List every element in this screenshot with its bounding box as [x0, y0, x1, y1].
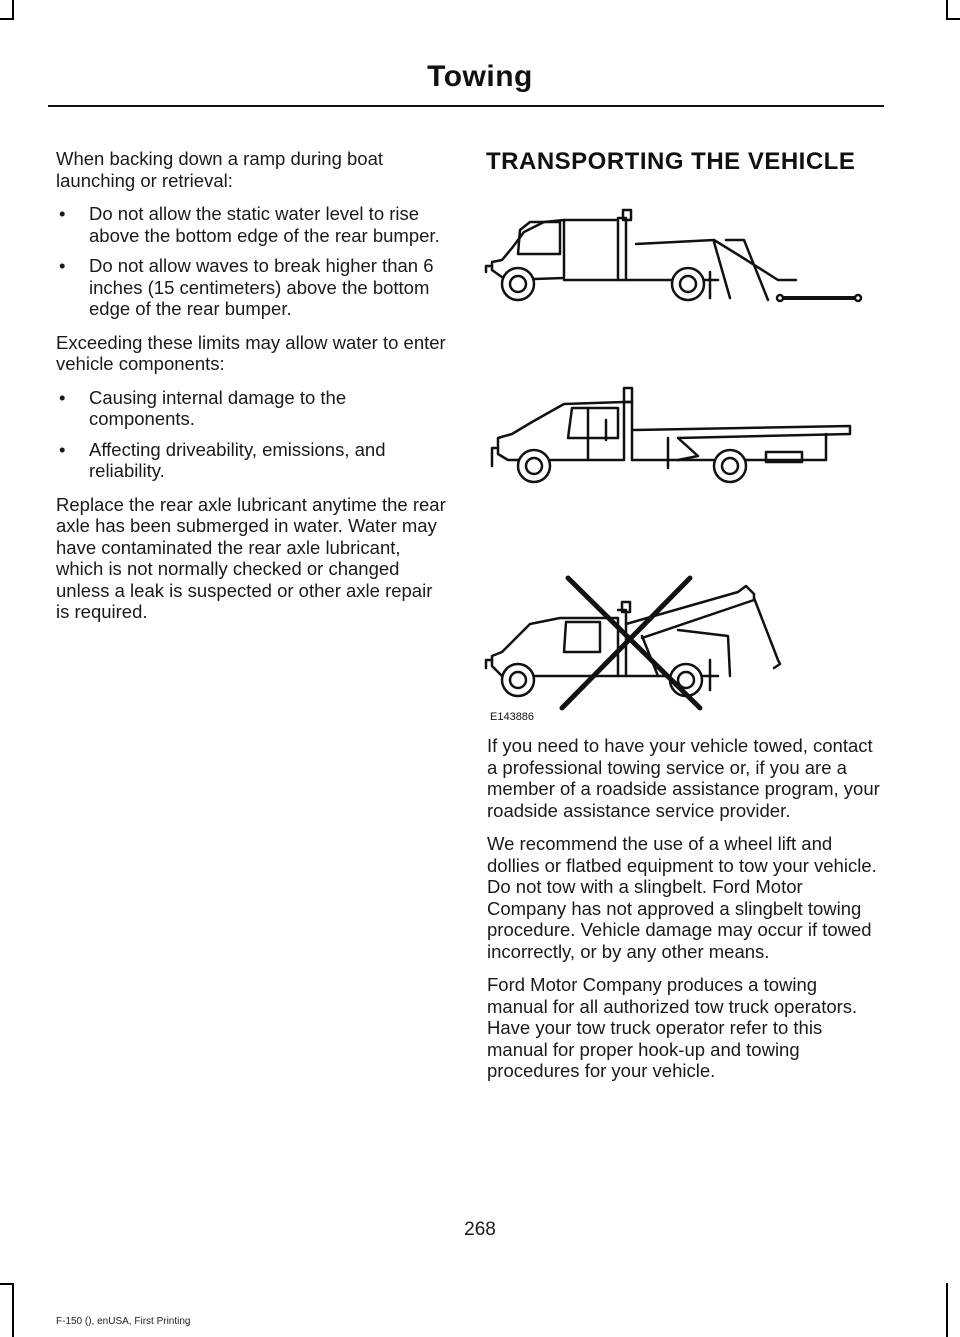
header-divider: [48, 105, 884, 107]
slingbelt-truck-icon: [486, 578, 780, 708]
crop-mark: [0, 1283, 14, 1285]
list-item: • Do not allow waves to break higher than 6 inches (15 centimeters) above the bottom edge of the rear bumper.: [56, 255, 448, 320]
replace-paragraph: Replace the rear axle lubricant anytime the rear axle has been submerged in water. Water may have contaminated the rear axle lubricant, which is not normally checked or changed unless a leak is suspected or other axle repair is required.: [56, 493, 446, 622]
wheel-lift-truck-icon: [486, 210, 861, 301]
list-item: • Do not allow the static water level to rise above the bottom edge of the rear bumper.: [56, 203, 448, 246]
recommendation-paragraph: We recommend the use of a wheel lift and dollies or flatbed equipment to tow your vehicle. Do not tow with a slingbelt. Ford Motor Company has not approved a slingbelt towing procedure. Vehicle damage may occur if towed incorrectly, or by any other means.: [487, 833, 877, 962]
towing-service-paragraph: If you need to have your vehicle towed, contact a professional towing service or, if you are a member of a roadside assistance program, your roadside assistance service provider.: [487, 735, 880, 821]
crop-mark: [12, 0, 14, 20]
crop-mark: [12, 1283, 14, 1337]
page-title: Towing: [427, 60, 533, 93]
crop-mark: [946, 0, 948, 20]
right-column-text: [487, 735, 882, 1094]
list-item: • Affecting driveability, emissions, and reliability.: [56, 439, 448, 482]
towing-manual-paragraph: Ford Motor Company produces a towing manual for all authorized tow truck operators. Have your tow truck operator refer to this manual for proper hook-up and towing procedures for your vehicle.: [487, 974, 858, 1081]
flatbed-truck-icon: [492, 388, 850, 482]
left-column: [56, 148, 448, 635]
list-item: • Causing internal damage to the components.: [56, 387, 448, 430]
intro-paragraph: When backing down a ramp during boat launching or retrieval:: [56, 148, 384, 191]
section-heading: TRANSPORTING THE VEHICLE: [486, 148, 856, 175]
figure-code: E143886: [490, 711, 535, 723]
towing-methods-illustration: [478, 200, 884, 730]
edition-footer: F-150 (), enUSA, First Printing: [56, 1316, 191, 1327]
water-level-list: [56, 203, 448, 320]
crop-mark: [946, 18, 960, 20]
exceed-paragraph: Exceeding these limits may allow water to enter vehicle components:: [56, 331, 446, 374]
page-number: 268: [464, 1219, 496, 1240]
crop-mark: [946, 1283, 948, 1337]
crop-mark: [0, 18, 14, 20]
damage-list: [56, 387, 448, 482]
